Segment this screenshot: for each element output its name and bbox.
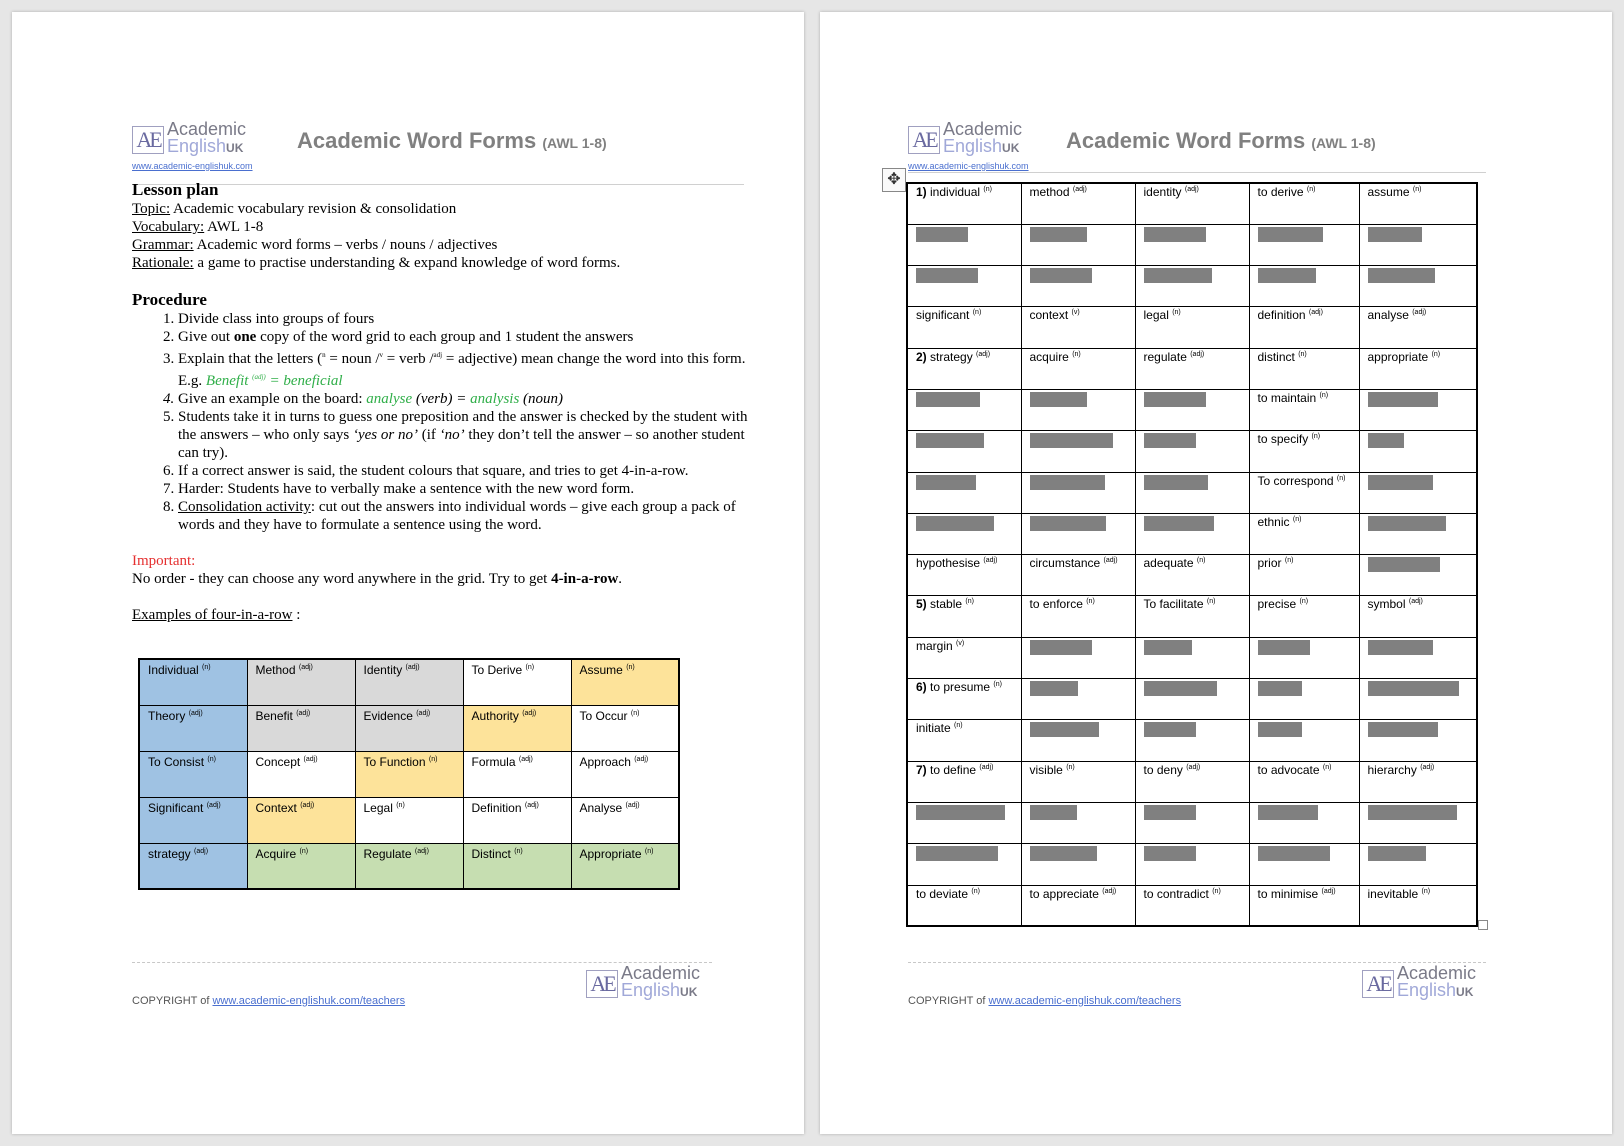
example-grid-cell: Distinct $^{(n)}$ (463, 843, 571, 889)
example-grid-cell: Acquire $^{(n)}$ (247, 843, 355, 889)
example-grid-cell: To Function $^{(n)}$ (355, 751, 463, 797)
word-grid-row (907, 513, 1477, 554)
word-grid-row (907, 885, 1477, 926)
word-grid-cell[interactable]: acquire $^{(n)}$ (1021, 348, 1135, 389)
example-grid-cell: To Derive $^{(n)}$ (463, 659, 571, 705)
resize-handle-icon[interactable] (1478, 920, 1488, 930)
word-grid-cell[interactable]: definition $^{(adj)}$ (1249, 307, 1359, 348)
word-grid-cell[interactable] (1135, 472, 1249, 513)
word-grid-row (907, 720, 1477, 761)
redacted-answer-block (1258, 268, 1316, 283)
word-grid-cell[interactable] (1021, 266, 1135, 307)
redacted-answer-block (1368, 475, 1433, 490)
example-grid-cell: To Consist $^{(n)}$ (139, 751, 247, 797)
word-grid (906, 182, 1478, 927)
word-grid-cell[interactable]: to appreciate $^{(adj)}$ (1021, 885, 1135, 926)
word-grid-cell[interactable]: hypothesise $^{(adj)}$ (907, 555, 1021, 596)
redacted-answer-block (916, 392, 980, 407)
redacted-answer-block (1144, 846, 1196, 861)
word-grid-cell[interactable]: to maintain $^{(n)}$ (1249, 389, 1359, 430)
word-grid-cell[interactable]: to derive $^{(n)}$ (1249, 183, 1359, 224)
procedure-step: 5. Students take it in turns to guess one preposition and the answer is checked by the student with the answers – who only says ‘yes or no’ (if ‘no’ they don’t tell the answer – so another student can try). (178, 408, 752, 462)
header-divider (908, 172, 1486, 173)
word-grid-cell[interactable]: to advocate $^{(n)}$ (1249, 761, 1359, 802)
word-grid-cell[interactable] (1359, 431, 1477, 472)
word-grid-cell[interactable]: prior $^{(n)}$ (1249, 555, 1359, 596)
redacted-answer-block (1030, 516, 1106, 531)
redacted-answer-block (1368, 433, 1404, 448)
redacted-answer-block (1030, 722, 1099, 737)
word-grid-cell[interactable] (1359, 679, 1477, 720)
word-grid-cell[interactable] (1249, 844, 1359, 885)
word-grid-row (907, 389, 1477, 430)
word-grid-cell[interactable]: method $^{(adj)}$ (1021, 183, 1135, 224)
word-grid-cell[interactable]: to minimise $^{(adj)}$ (1249, 885, 1359, 926)
lesson-plan (132, 180, 752, 624)
word-grid-cell[interactable]: legal $^{(n)}$ (1135, 307, 1249, 348)
word-grid-cell[interactable] (1359, 802, 1477, 843)
word-grid-cell[interactable] (1135, 802, 1249, 843)
procedure-heading: Procedure (132, 290, 207, 309)
redacted-answer-block (1030, 805, 1077, 820)
word-grid-cell[interactable] (1135, 224, 1249, 265)
redacted-answer-block (1368, 557, 1440, 572)
logo-line1: Academic (167, 119, 247, 139)
important-text: No order - they can choose any word anywhere in the grid. Try to get 4-in-a-row. (132, 571, 623, 587)
word-grid-cell[interactable] (1249, 266, 1359, 307)
word-grid-cell[interactable]: analyse $^{(adj)}$ (1359, 307, 1477, 348)
word-grid-cell[interactable]: distinct $^{(n)}$ (1249, 348, 1359, 389)
word-grid-cell[interactable]: To facilitate $^{(n)}$ (1135, 596, 1249, 637)
important-label: Important: (132, 553, 196, 569)
example-grid-cell: Evidence $^{(adj)}$ (355, 705, 463, 751)
word-grid-cell[interactable]: precise $^{(n)}$ (1249, 596, 1359, 637)
word-grid-cell[interactable] (907, 266, 1021, 307)
document-title: Academic Word Forms (AWL 1-8) (1066, 128, 1376, 153)
word-grid-cell[interactable]: identity $^{(adj)}$ (1135, 183, 1249, 224)
word-grid-cell[interactable]: hierarchy $^{(adj)}$ (1359, 761, 1477, 802)
word-grid-cell[interactable] (1249, 720, 1359, 761)
word-grid-cell[interactable]: to deviate $^{(n)}$ (907, 885, 1021, 926)
word-grid-cell[interactable] (1359, 720, 1477, 761)
example-grid-cell: strategy $^{(adj)}$ (139, 843, 247, 889)
word-grid-cell[interactable]: 5) stable $^{(n)}$ (907, 596, 1021, 637)
footer-logo: AE Academic EnglishUK (1362, 956, 1492, 1016)
example-grid-row (139, 751, 679, 797)
example-grid-cell: Theory $^{(adj)}$ (139, 705, 247, 751)
example-grid-cell: Definition $^{(adj)}$ (463, 797, 571, 843)
redacted-answer-block (1144, 475, 1208, 490)
redacted-answer-block (1144, 268, 1212, 283)
redacted-answer-block (1030, 227, 1087, 242)
lesson-plan-heading: Lesson plan (132, 180, 219, 199)
word-grid-cell[interactable] (1021, 720, 1135, 761)
redacted-answer-block (1144, 392, 1206, 407)
word-grid-cell[interactable] (1021, 389, 1135, 430)
logo-line2: EnglishUK (167, 136, 244, 156)
word-grid-cell[interactable] (1135, 389, 1249, 430)
word-grid-cell[interactable] (907, 844, 1021, 885)
example-grid-cell: Significant $^{(adj)}$ (139, 797, 247, 843)
example-grid-cell: Assume $^{(n)}$ (571, 659, 679, 705)
word-grid-cell[interactable] (1359, 513, 1477, 554)
word-grid-cell[interactable] (907, 431, 1021, 472)
word-grid-cell[interactable] (1359, 472, 1477, 513)
redacted-answer-block (1368, 392, 1438, 407)
example-grid-cell: Identity $^{(adj)}$ (355, 659, 463, 705)
procedure-step: 7. Harder: Students have to verbally make a sentence with the new word form. (178, 480, 752, 498)
redacted-answer-block (916, 475, 976, 490)
word-grid-row (907, 555, 1477, 596)
redacted-answer-block (1368, 516, 1446, 531)
example-grid-cell: Formula $^{(adj)}$ (463, 751, 571, 797)
examples-label: Examples of four-in-a-row : (132, 607, 301, 623)
word-grid-row (907, 844, 1477, 885)
word-grid-cell[interactable] (1359, 844, 1477, 885)
word-grid-row (907, 596, 1477, 637)
word-grid-cell[interactable] (1359, 555, 1477, 596)
redacted-answer-block (1368, 268, 1435, 283)
redacted-answer-block (916, 846, 998, 861)
example-grid-cell: Context $^{(adj)}$ (247, 797, 355, 843)
rationale-line: Rationale: a game to practise understanding & expand knowledge of word forms. (132, 255, 621, 271)
word-grid-cell[interactable] (1021, 802, 1135, 843)
word-grid-cell[interactable]: assume $^{(n)}$ (1359, 183, 1477, 224)
grammar-line: Grammar: Academic word forms – verbs / nouns / adjectives (132, 237, 498, 253)
example-grid-cell: Appropriate $^{(n)}$ (571, 843, 679, 889)
redacted-answer-block (1144, 805, 1196, 820)
procedure-step: 8. Consolidation activity: cut out the answers into individual words – give each group a pack of words and they have to formulate a sentence using the word. (178, 498, 752, 534)
redacted-answer-block (916, 433, 984, 448)
word-grid-cell[interactable]: 6) to presume $^{(n)}$ (907, 679, 1021, 720)
word-grid-cell[interactable]: initiate $^{(n)}$ (907, 720, 1021, 761)
word-grid-cell[interactable] (1135, 720, 1249, 761)
word-grid-cell[interactable] (907, 224, 1021, 265)
word-grid-cell[interactable] (1021, 472, 1135, 513)
word-grid-cell[interactable]: 7) to define $^{(adj)}$ (907, 761, 1021, 802)
move-icon[interactable]: ✥ (882, 168, 906, 192)
word-grid-cell[interactable] (1021, 513, 1135, 554)
word-grid-row (907, 802, 1477, 843)
word-grid-cell[interactable] (1249, 224, 1359, 265)
word-grid-cell[interactable] (1135, 637, 1249, 678)
redacted-answer-block (1368, 722, 1438, 737)
redacted-answer-block (1368, 681, 1459, 696)
word-grid-cell[interactable] (1359, 637, 1477, 678)
document-title: Academic Word Forms (AWL 1-8) (297, 128, 607, 153)
word-grid-row (907, 431, 1477, 472)
footer-copyright: COPYRIGHT of www.academic-englishuk.com/teachers (908, 995, 1182, 1007)
example-grid-cell: Regulate $^{(adj)}$ (355, 843, 463, 889)
word-grid-cell[interactable] (1135, 513, 1249, 554)
word-grid-row (907, 637, 1477, 678)
page-2 (820, 12, 1612, 1134)
word-grid-cell[interactable] (907, 389, 1021, 430)
header-logo (132, 112, 262, 172)
word-grid-cell[interactable] (1021, 844, 1135, 885)
word-grid-row (907, 266, 1477, 307)
example-grid-cell: Benefit $^{(adj)}$ (247, 705, 355, 751)
word-grid-cell[interactable] (1021, 431, 1135, 472)
word-grid-cell[interactable] (1135, 431, 1249, 472)
example-grid-cell: Legal $^{(n)}$ (355, 797, 463, 843)
example-grid-row (139, 843, 679, 889)
word-grid-cell[interactable]: context $^{(v)}$ (1021, 307, 1135, 348)
redacted-answer-block (1258, 227, 1323, 242)
header-logo: AE Academic EnglishUK www.academic-englishuk.com (908, 119, 1029, 171)
word-grid-cell[interactable]: 2) strategy $^{(adj)}$ (907, 348, 1021, 389)
word-grid-row (907, 307, 1477, 348)
redacted-answer-block (1258, 640, 1310, 655)
vocab-line: Vocabulary: AWL 1-8 (132, 219, 264, 235)
redacted-answer-block (1144, 227, 1206, 242)
procedure-step: 2. Give out one copy of the word grid to each group and 1 student the answers (178, 328, 752, 346)
word-grid-cell[interactable]: to deny $^{(adj)}$ (1135, 761, 1249, 802)
word-grid-cell[interactable] (907, 802, 1021, 843)
footer-logo: AE Academic EnglishUK (586, 956, 716, 1016)
procedure-step: 4. Give an example on the board: analyse (verb) = analysis (noun) (178, 390, 752, 408)
redacted-answer-block (1368, 227, 1422, 242)
word-grid-cell[interactable]: to contradict $^{(n)}$ (1135, 885, 1249, 926)
redacted-answer-block (1144, 640, 1192, 655)
redacted-answer-block (1030, 268, 1092, 283)
word-grid-cell[interactable]: regulate $^{(adj)}$ (1135, 348, 1249, 389)
redacted-answer-block (1144, 722, 1196, 737)
word-grid-row (907, 472, 1477, 513)
word-grid-cell[interactable] (1135, 844, 1249, 885)
word-grid-cell[interactable]: to enforce $^{(n)}$ (1021, 596, 1135, 637)
word-grid-row (907, 224, 1477, 265)
example-grid-cell: Authority $^{(adj)}$ (463, 705, 571, 751)
redacted-answer-block (1258, 722, 1302, 737)
logo-mark: AE (132, 126, 164, 154)
word-grid-cell[interactable]: ethnic $^{(n)}$ (1249, 513, 1359, 554)
redacted-answer-block (1030, 475, 1105, 490)
redacted-answer-block (916, 516, 994, 531)
word-grid-cell[interactable] (1359, 389, 1477, 430)
redacted-answer-block (916, 227, 968, 242)
word-grid-cell[interactable]: inevitable $^{(n)}$ (1359, 885, 1477, 926)
word-grid-cell[interactable]: appropriate $^{(n)}$ (1359, 348, 1477, 389)
word-grid-row (907, 761, 1477, 802)
redacted-answer-block (1368, 846, 1426, 861)
redacted-answer-block (1144, 433, 1196, 448)
word-grid-cell[interactable] (1135, 679, 1249, 720)
redacted-answer-block (1144, 681, 1217, 696)
redacted-answer-block (1258, 681, 1302, 696)
word-grid-cell[interactable] (1021, 637, 1135, 678)
footer-link[interactable]: www.academic-englishuk.com/teachers (212, 995, 406, 1007)
footer-link[interactable]: www.academic-englishuk.com/teachers (988, 995, 1182, 1007)
example-grid-row (139, 797, 679, 843)
example-grid-cell: Concept $^{(adj)}$ (247, 751, 355, 797)
redacted-answer-block (916, 268, 978, 283)
redacted-answer-block (1030, 846, 1097, 861)
example-grid-row (139, 659, 679, 705)
redacted-answer-block (1368, 805, 1457, 820)
procedure-step: 3. Explain that the letters ($^n$ = noun /$^v$ = verb /$^{adj}$ = adjective) mean change the word into this form. E.g. Benefit $^{(adj)}$ = beneficial (178, 346, 752, 390)
word-grid-cell[interactable] (1021, 679, 1135, 720)
redacted-answer-block (916, 805, 1005, 820)
word-grid-cell[interactable] (907, 472, 1021, 513)
logo-url[interactable]: www.academic-englishuk.com (908, 161, 1029, 171)
word-grid-cell[interactable]: circumstance $^{(adj)}$ (1021, 555, 1135, 596)
example-grid (138, 658, 680, 890)
word-grid-cell[interactable] (907, 513, 1021, 554)
word-grid-cell[interactable]: symbol $^{(adj)}$ (1359, 596, 1477, 637)
word-grid-cell[interactable]: adequate $^{(n)}$ (1135, 555, 1249, 596)
redacted-answer-block (1258, 805, 1318, 820)
logo-url[interactable]: www.academic-englishuk.com (132, 161, 253, 171)
redacted-answer-block (1368, 640, 1433, 655)
word-grid-cell[interactable]: visible $^{(n)}$ (1021, 761, 1135, 802)
procedure-step: 6. If a correct answer is said, the student colours that square, and tries to get 4-in-a-row. (178, 462, 752, 480)
example-grid-cell: Individual $^{(n)}$ (139, 659, 247, 705)
procedure-step: 1. Divide class into groups of fours (178, 310, 752, 328)
word-grid-row (907, 679, 1477, 720)
word-grid-cell[interactable] (1021, 224, 1135, 265)
word-grid-cell[interactable] (1249, 679, 1359, 720)
redacted-answer-block (1030, 433, 1113, 448)
word-grid-cell[interactable]: margin $^{(v)}$ (907, 637, 1021, 678)
footer-copyright: COPYRIGHT of www.academic-englishuk.com/teachers (132, 995, 406, 1007)
example-grid-cell: To Occur $^{(n)}$ (571, 705, 679, 751)
redacted-answer-block (1030, 681, 1078, 696)
word-grid-cell[interactable] (1359, 224, 1477, 265)
word-grid-cell[interactable] (1249, 802, 1359, 843)
word-grid-cell[interactable]: 1) individual $^{(n)}$ (907, 183, 1021, 224)
word-grid-cell[interactable] (1135, 266, 1249, 307)
example-grid-cell: Analyse $^{(adj)}$ (571, 797, 679, 843)
topic-line: Topic: Academic vocabulary revision & consolidation (132, 201, 457, 217)
redacted-answer-block (1030, 392, 1087, 407)
word-grid-cell[interactable] (1249, 637, 1359, 678)
redacted-answer-block (1258, 846, 1330, 861)
word-grid-cell[interactable] (1359, 266, 1477, 307)
redacted-answer-block (1144, 516, 1214, 531)
word-grid-row (907, 348, 1477, 389)
word-grid-cell[interactable]: significant $^{(n)}$ (907, 307, 1021, 348)
word-grid-row (907, 183, 1477, 224)
example-grid-row (139, 705, 679, 751)
word-grid-cell[interactable]: to specify $^{(n)}$ (1249, 431, 1359, 472)
procedure-list (132, 310, 752, 534)
redacted-answer-block (1030, 640, 1092, 655)
example-grid-cell: Approach $^{(adj)}$ (571, 751, 679, 797)
word-grid-cell[interactable]: To correspond $^{(n)}$ (1249, 472, 1359, 513)
example-grid-cell: Method $^{(adj)}$ (247, 659, 355, 705)
page-1 (12, 12, 804, 1134)
